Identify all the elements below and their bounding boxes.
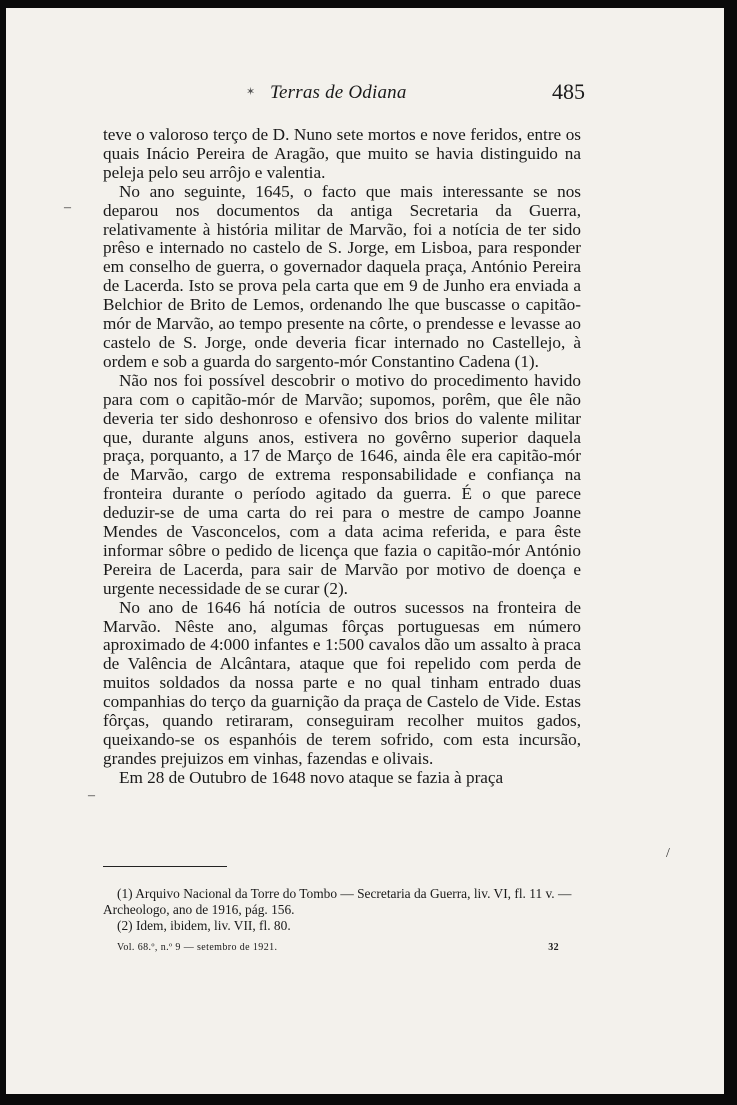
footnote: (2) Idem, ibidem, liv. VII, fl. 80. <box>117 917 291 933</box>
paragraph: teve o valoroso terço de D. Nuno sete mortos e nove feridos, entre os quais Inácio Pereira de Aragão, que muito se havia distinguido na peleja pelo seu arrôjo e valentia. <box>103 125 581 182</box>
running-title: Terras de Odiana <box>270 82 407 103</box>
printer-mark: ✶ <box>246 86 256 98</box>
footnote: (1) Arquivo Nacional da Torre do Tombo — Secretaria da Guerra, liv. VI, fl. 11 v. — Archeologo, ano de 1916, pág. 156. <box>103 886 572 917</box>
paragraph: Não nos foi possível descobrir o motivo do procedimento havido para com o capitão-mór de Marvão; supomos, porêm, que êle não deveria ter sido deshonroso e ofensivo dos brios do valente militar que, durante alguns anos, estivera no govêrno superior daquela praça, porquanto, a 17 de Março de 1646, ainda êle era capitão-mór de Marvão, cargo de extrema responsabilidade e confiança na fronteira durante o período agitado da guerra. É o que parece deduzir-se de uma carta do rei para o mestre de campo Joanne Mendes de Vasconcelos, com a data acima referida, e para êste informar sôbre o pedido de licença que fazia o capitão-mór António Pereira de Lacerda, para sair de Marvão por motivo de doença e urgente necessidade de se curar (2). <box>103 370 581 598</box>
margin-dash-icon: – <box>88 788 95 803</box>
signature-text: Vol. 68.º, n.º 9 — setembro de 1921. <box>117 942 278 953</box>
paragraph: No ano de 1646 há notícia de outros sucessos na fronteira de Marvão. Nêste ano, algumas fôrças portuguesas em número aproximado de 4:000 infantes e 1:500 cavalos dão um assalto à praca de Valência de Alcântara, ataque que foi repelido com perda de muitos soldados da nossa parte e no qual tinham entrado duas companhias do terço da guarnição da praça de Castelo de Vide. Estas fôrças, quando retiraram, conseguiram recolher muitos gados, queixando-se os espanhóis de terem sofrido, com esta incursão, grandes prejuizos em vinhas, fazendas e olivais. <box>103 597 581 768</box>
footnotes <box>103 886 581 933</box>
paragraph: No ano seguinte, 1645, o facto que mais interessante se nos deparou nos documentos da antiga Secretaria da Guerra, relativamente à história militar de Marvão, foi a notícia de ter sido prêso e internado no castelo de S. Jorge, em Lisboa, para responder em conselho de guerra, o governador daquela praça, António Pereira de Lacerda. Isto se prova pela carta que em 9 de Junho era enviada a Belchior de Brito de Lemos, ordenando lhe que buscasse o capitão-mór de Marvão, ao tempo presente na côrte, o prendesse e levasse ao castelo de S. Jorge, onde deveria ficar internado no Castellejo, à ordem e sob a guarda do sargento-mór Constantino Cadena (1). <box>103 181 581 371</box>
page-number: 485 <box>552 79 585 104</box>
body-text <box>103 126 581 788</box>
sheet-number: 32 <box>548 942 559 953</box>
margin-dash-icon: – <box>64 200 71 215</box>
margin-slash-icon: / <box>666 846 670 861</box>
page <box>6 8 724 1094</box>
paragraph: Em 28 de Outubro de 1648 novo ataque se fazia à praça <box>119 767 504 787</box>
signature-line <box>117 942 581 953</box>
page-header <box>6 79 724 110</box>
footnote-rule <box>103 866 227 867</box>
